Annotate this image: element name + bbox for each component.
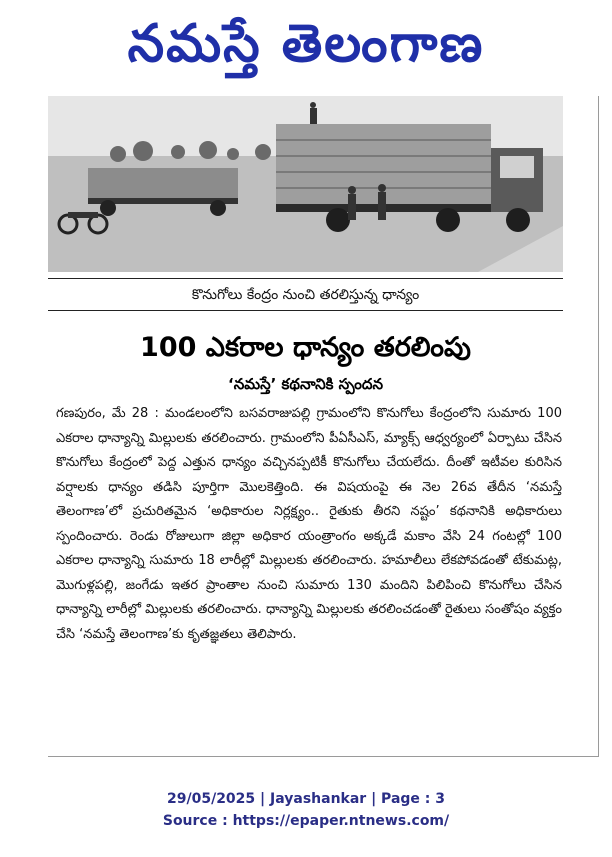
photo-illustration [48, 96, 563, 272]
caption-bottom-rule [48, 310, 563, 311]
page-footer [0, 788, 612, 832]
masthead-title: నమస్తే తెలంగాణ [127, 14, 485, 74]
photo-caption: కొనుగోలు కేంద్రం నుంచి తరలిస్తున్న ధాన్యం [191, 287, 420, 303]
footer-date-edition: 29/05/2025 | Jayashankar | Page : 3 [167, 791, 445, 807]
grain-truck-photo [48, 96, 563, 272]
article-subhead: ‘నమస్తే’ కథనానికి స్పందన [228, 375, 383, 393]
news-clipping [48, 96, 599, 757]
article-body: గణపురం, మే 28 : మండలంలోని బసవరాజుపల్లి గ్రామంలోని కొనుగోలు కేంద్రంలోని సుమారు 100 ఎకరాల ధాన్యాన్ని మిల్లులకు తరలించారు. గ్రామంలోని పీఏసీఎస్, మ్యాక్స్ ఆధ్వర్యంలో ఏర్పాటు చేసిన కొనుగోలు కేంద్రంలో పెద్ద ఎత్తున ధాన్యం వచ్చినప్పటికీ కొనుగోలు చేయలేదు. దీంతో ఇటీవల కురిసిన వర్షాలకు ధాన్యం తడిసి పూర్తిగా మొలకెత్తింది. ఈ విషయంపై ఈ నెల 26వ తేదీన ‘నమస్తే తెలంగాణ’లో ప్రచురితమైన ‘అధికారుల నిర్లక్ష్యం.. రైతుకు తీరని నష్టం’ కథనానికి అధికారులు స్పందించారు. రెండు రోజులుగా జిల్లా అధికార యంత్రాంగం అక్కడే మకాం వేసి 24 గంటల్లో 100 ఎకరాల ధాన్యాన్ని సుమారు 18 లారీల్లో మిల్లులకు తరలించారు. హమాలీలు లేకపోవడంతో టేకుమట్ల, మొగుళ్లపల్లి, జంగేడు ఇతర ప్రాంతాల నుంచి సుమారు 130 మందిని పిలిపించి కొనుగోలు చేసిన ధాన్యాన్ని లారీల్లో మిల్లులకు తరలించారు. ధాన్యాన్ని మిల్లులకు తరలించడంతో రైతులు సంతోషం వ్యక్తం చేసి ‘నమస్తే తెలంగాణ’కు కృతజ్ఞతలు తెలిపారు. [56, 406, 562, 642]
article-headline: 100 ఎకరాల ధాన్యం తరలింపు [140, 332, 471, 363]
caption-top-rule [48, 278, 563, 279]
footer-source-link[interactable]: Source : https://epaper.ntnews.com/ [162, 813, 450, 829]
